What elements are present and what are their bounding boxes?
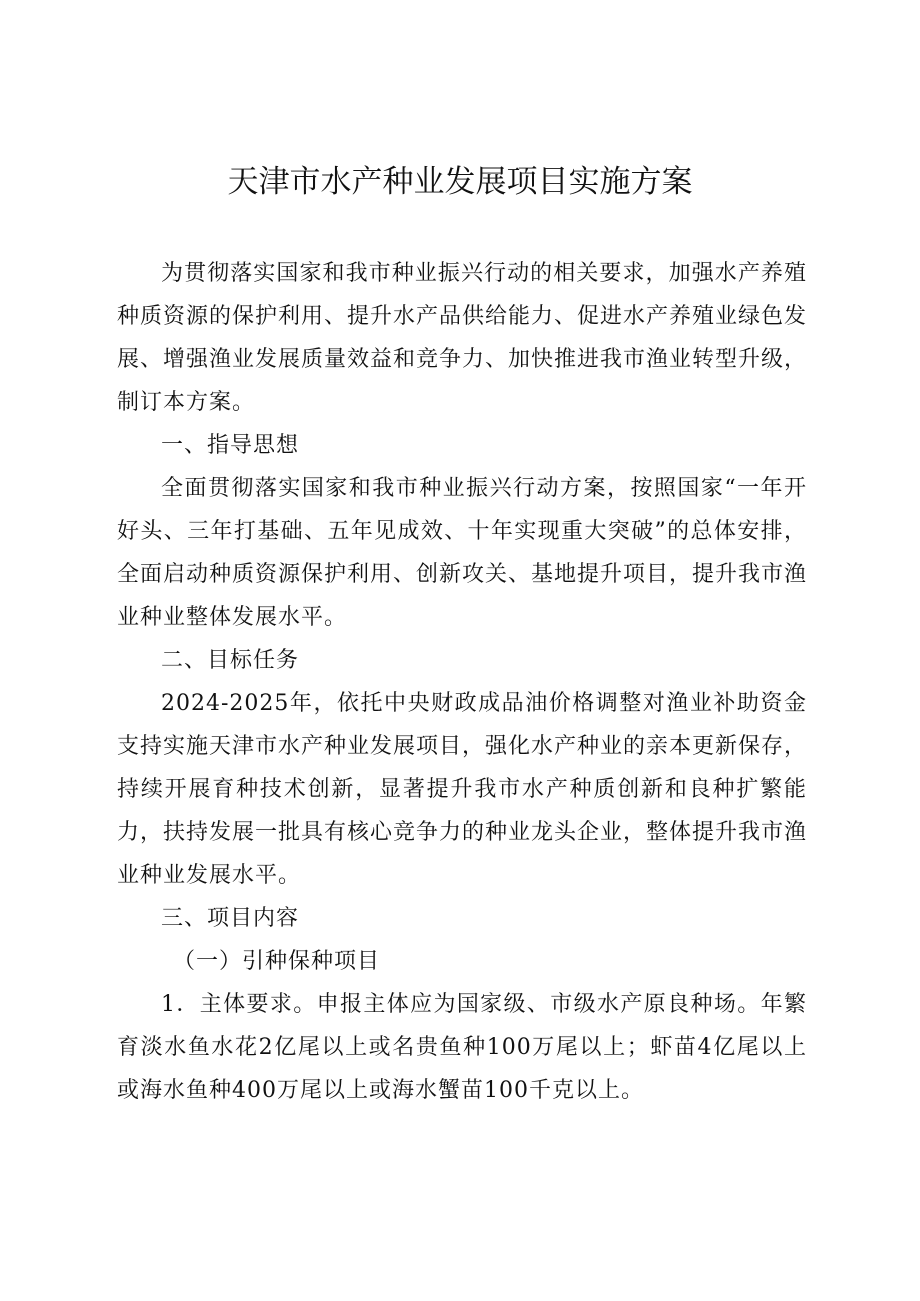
section-heading-project-content: 三、项目内容: [161, 906, 300, 931]
section-body-project-content: 1．主体要求。申报主体应为国家级、市级水产原良种场。年繁育淡水鱼水花2亿尾以上或名贵鱼种100万尾以上；虾苗4亿尾以上或海水鱼种400万尾以上或海水蟹苗100千克以上。: [117, 992, 807, 1103]
intro-paragraph: 为贯彻落实国家和我市种业振兴行动的相关要求，加强水产养殖种质资源的保护利用、提升水产品供给能力、促进水产养殖业绿色发展、增强渔业发展质量效益和竞争力、加快推进我市渔业转型升级，制订本方案。: [117, 261, 808, 415]
section-heading-guiding-ideology: 一、指导思想: [161, 433, 300, 458]
section-body-objectives: 2024-2025年，依托中央财政成品油价格调整对渔业补助资金支持实施天津市水产种业发展项目，强化水产种业的亲本更新保存，持续开展育种技术创新，显著提升我市水产种质创新和良种扩繁能力，扶持发展一批具有核心竞争力的种业龙头企业，整体提升我市渔业种业发展水平。: [117, 691, 808, 888]
subsection-heading-breeding-project: （一）引种保种项目: [173, 949, 381, 974]
section-heading-objectives: 二、目标任务: [161, 648, 300, 673]
document-body: [117, 252, 807, 1112]
section-body-guiding-ideology: 全面贯彻落实国家和我市种业振兴行动方案，按照国家“一年开好头、三年打基础、五年见成效、十年实现重大突破”的总体安排，全面启动种质资源保护利用、创新攻关、基地提升项目，提升我市渔业种业整体发展水平。: [117, 476, 808, 630]
document-title: 天津市水产种业发展项目实施方案: [227, 164, 693, 200]
